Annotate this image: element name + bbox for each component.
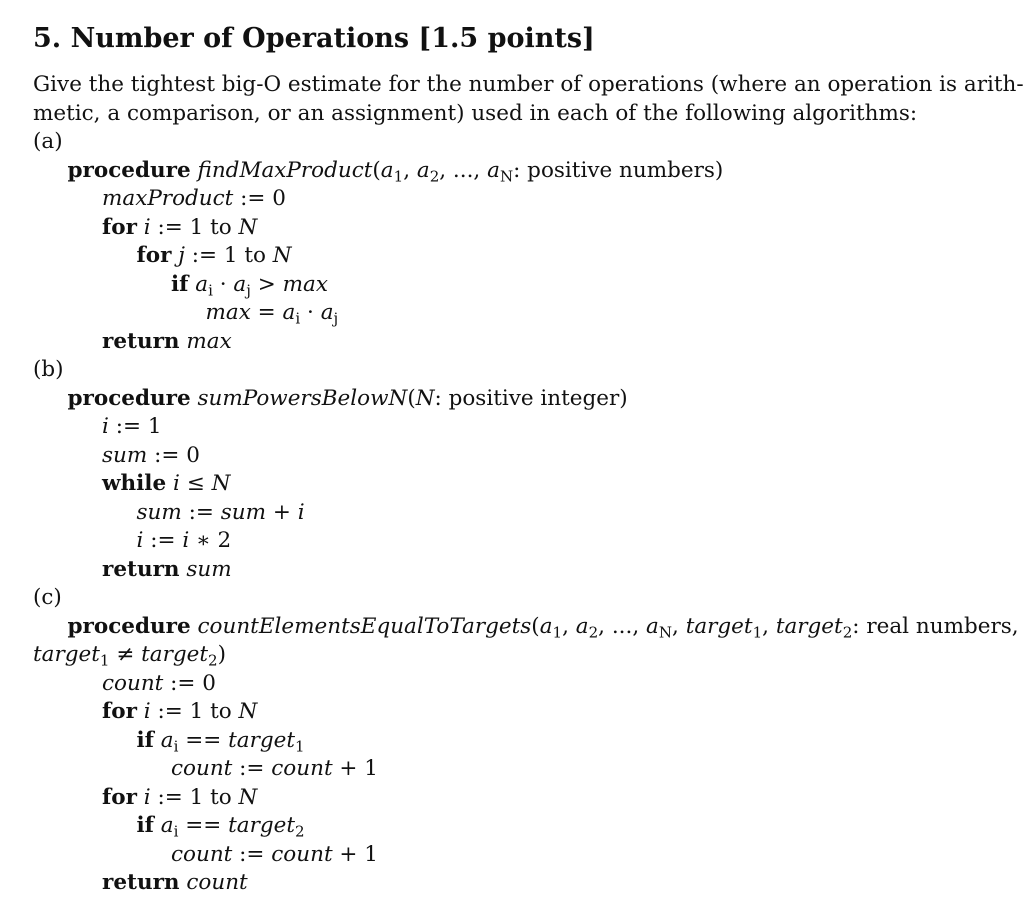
subscript: 2 — [842, 623, 853, 641]
math-symbol: i — [297, 499, 305, 525]
math-symbol: N — [238, 214, 258, 240]
subscript: 2 — [294, 822, 305, 841]
text-segment: · — [212, 271, 234, 297]
intro-text-line: metic, a comparison, or an assignment) used in each of the following algorithms: — [33, 100, 918, 126]
math-symbol: a — [539, 613, 553, 639]
math-symbol: a — [160, 727, 174, 753]
math-symbol: N — [238, 699, 258, 724]
text-segment — [137, 699, 144, 724]
subscript: 1 — [99, 651, 110, 670]
math-symbol: sum — [220, 499, 266, 525]
pseudocode-line — [102, 698, 257, 726]
math-symbol: max — [186, 328, 232, 354]
keyword: if — [136, 727, 154, 753]
intro-text-line: Give the tightest big-O estimate for the number of operations (where an operation is arith- — [33, 72, 1024, 97]
subscript: j — [333, 309, 339, 328]
text-segment — [191, 386, 198, 411]
math-symbol: findMaxProduct — [197, 157, 373, 183]
text-segment: , — [562, 613, 576, 639]
text-segment: ( — [372, 157, 381, 183]
keyword: procedure — [67, 157, 191, 183]
pseudocode-line — [137, 242, 292, 270]
math-symbol: count — [171, 841, 233, 867]
text-segment — [191, 614, 198, 639]
math-symbol: max — [282, 271, 328, 297]
text-segment: := 1 to — [150, 214, 239, 240]
keyword: if — [171, 271, 189, 297]
pseudocode-line — [206, 299, 339, 327]
math-symbol: a — [320, 300, 334, 325]
math-symbol: a — [575, 613, 589, 639]
keyword: for — [102, 784, 137, 810]
text-segment: := 0 — [233, 186, 286, 211]
subscript: 1 — [552, 623, 563, 641]
math-symbol: countElementsEqualToTargets — [197, 613, 532, 639]
text-segment: == — [178, 727, 229, 753]
math-symbol: a — [282, 300, 296, 325]
text-segment: := 1 to — [184, 243, 273, 268]
text-segment: + 1 — [332, 756, 378, 781]
text-segment: : positive numbers) — [513, 157, 724, 183]
math-symbol: sum — [186, 556, 232, 582]
math-symbol: count — [102, 670, 164, 696]
text-segment: , ..., — [598, 613, 647, 639]
text-segment: ) — [217, 642, 226, 667]
math-symbol: i — [143, 699, 151, 724]
pseudocode-line — [137, 727, 305, 755]
text-segment: := 1 to — [150, 784, 239, 810]
math-symbol: N — [238, 784, 258, 810]
pseudocode-line — [171, 755, 378, 783]
math-symbol: target — [775, 613, 843, 639]
math-symbol: j — [178, 243, 185, 268]
subscript: N — [499, 167, 514, 185]
pseudocode-line — [171, 271, 328, 299]
subscript: N — [658, 623, 673, 641]
pseudocode-line — [137, 499, 305, 527]
pseudocode-line — [102, 328, 232, 356]
text-segment: ( — [531, 613, 540, 639]
subscript: i — [173, 737, 179, 755]
text-segment: := — [181, 499, 221, 525]
text-segment: : real numbers, — [852, 613, 1019, 639]
pseudocode-line — [102, 470, 230, 498]
math-symbol: N — [211, 471, 231, 496]
math-symbol: a — [380, 157, 394, 183]
math-symbol: a — [233, 271, 247, 297]
text-segment: ≠ — [109, 642, 142, 667]
section-heading: 5. Number of Operations [1.5 points] — [33, 23, 595, 54]
pseudocode-line — [102, 442, 200, 470]
math-symbol: i — [136, 528, 144, 553]
part-label: (b) — [33, 357, 64, 382]
math-symbol: count — [186, 870, 248, 895]
math-symbol: target — [685, 613, 753, 639]
keyword: for — [102, 699, 137, 724]
math-symbol: a — [646, 613, 659, 639]
pseudocode-line — [137, 527, 232, 555]
math-symbol: target — [228, 727, 295, 753]
pseudocode-line — [102, 784, 257, 812]
pseudocode-line — [102, 556, 232, 584]
subscript: 2 — [429, 167, 440, 185]
pseudocode-line — [102, 214, 257, 242]
math-symbol: target — [141, 642, 209, 667]
pseudocode-line — [102, 413, 162, 441]
pseudocode-line — [137, 812, 305, 840]
text-segment: : positive integer) — [434, 385, 628, 411]
math-symbol: N — [415, 385, 435, 411]
text-segment — [154, 728, 161, 753]
pseudocode-line — [102, 670, 216, 698]
text-segment: ∗ 2 — [189, 528, 232, 553]
keyword: procedure — [67, 613, 191, 639]
text-segment: := 1 — [108, 414, 162, 439]
text-segment: == — [178, 813, 229, 838]
math-symbol: i — [173, 471, 180, 496]
text-segment: + 1 — [332, 841, 378, 867]
text-segment: = — [250, 300, 283, 325]
keyword: return — [102, 556, 180, 582]
math-symbol: max — [205, 300, 251, 325]
pseudocode-line — [68, 613, 1019, 641]
math-symbol: count — [271, 756, 333, 781]
text-segment: · — [300, 300, 321, 325]
text-segment — [137, 785, 144, 810]
math-symbol: i — [102, 414, 109, 439]
text-segment: := 0 — [163, 670, 216, 696]
pseudocode-line — [102, 869, 248, 897]
text-segment: := 0 — [147, 442, 200, 468]
keyword: for — [102, 214, 137, 240]
math-symbol: target — [228, 813, 295, 838]
part-label: (a) — [33, 129, 63, 154]
math-symbol: sum — [136, 499, 182, 525]
math-symbol: a — [416, 157, 430, 183]
pseudocode-line — [68, 157, 724, 185]
math-symbol: a — [160, 813, 174, 838]
subscript: i — [173, 822, 179, 841]
subscript: i — [295, 309, 301, 328]
math-symbol: maxProduct — [102, 186, 234, 211]
math-symbol: a — [487, 157, 500, 183]
text-segment: := 1 to — [150, 699, 239, 724]
text-segment: , ..., — [439, 157, 488, 183]
text-segment — [137, 215, 144, 240]
math-symbol: a — [195, 271, 209, 297]
math-symbol: sum — [102, 442, 148, 468]
pseudocode-line — [33, 641, 226, 669]
math-symbol: N — [272, 243, 292, 268]
math-symbol: i — [143, 784, 151, 810]
text-segment: , — [672, 613, 686, 639]
subscript: i — [208, 281, 213, 299]
text-segment: + — [266, 499, 298, 525]
text-segment: , — [762, 613, 776, 639]
text-segment: ( — [407, 385, 416, 411]
part-label: (c) — [33, 585, 62, 610]
keyword: for — [136, 243, 172, 268]
pseudocode-line — [68, 385, 628, 413]
keyword: return — [102, 870, 180, 895]
text-segment: ≤ — [179, 471, 212, 496]
subscript: 1 — [294, 737, 305, 755]
text-segment — [166, 471, 173, 496]
subscript: j — [246, 281, 251, 299]
subscript: 2 — [208, 651, 218, 670]
keyword: while — [102, 471, 167, 496]
text-segment: , — [403, 157, 417, 183]
text-segment: > — [250, 271, 283, 297]
subscript: 2 — [588, 623, 599, 641]
subscript: 1 — [393, 167, 404, 185]
math-symbol: sumPowersBelowN — [197, 385, 408, 411]
text-segment — [191, 158, 198, 183]
pseudocode-line — [102, 185, 286, 213]
text-segment: := — [232, 756, 272, 781]
keyword: if — [136, 813, 154, 838]
subscript: 1 — [752, 623, 763, 641]
keyword: return — [102, 328, 180, 354]
text-segment — [154, 813, 161, 838]
text-segment: := — [143, 528, 183, 553]
text-segment: := — [232, 841, 272, 867]
math-symbol: i — [143, 214, 151, 240]
pseudocode-line — [171, 841, 378, 869]
math-symbol: count — [171, 756, 233, 781]
math-symbol: count — [271, 841, 333, 867]
math-symbol: i — [182, 528, 190, 553]
math-symbol: target — [33, 642, 100, 667]
keyword: procedure — [67, 385, 191, 411]
